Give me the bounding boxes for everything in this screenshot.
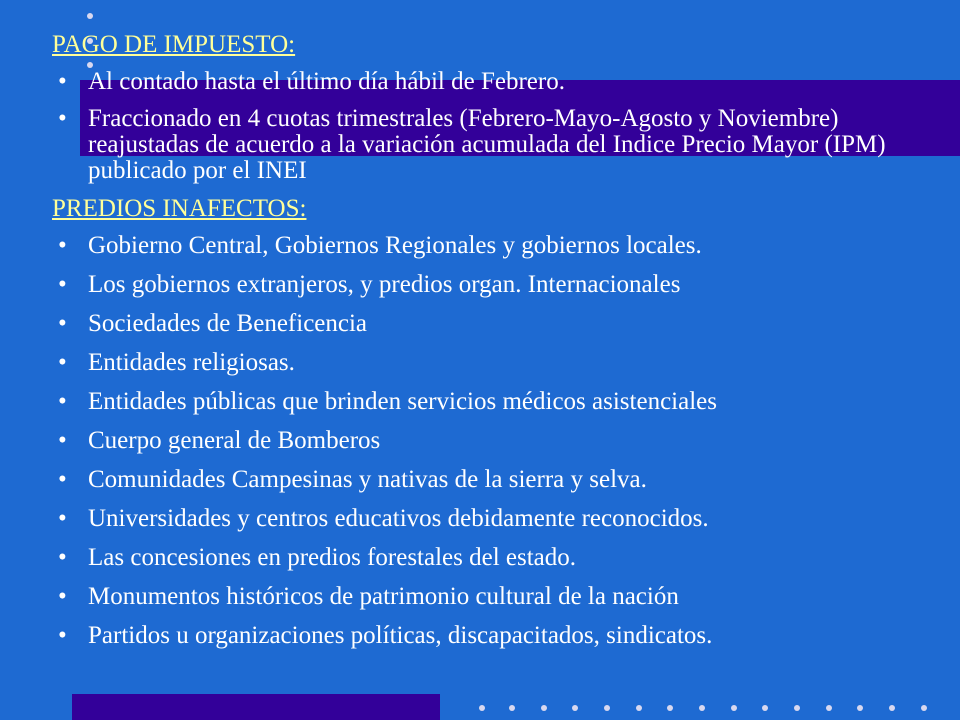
decorative-dot	[731, 705, 737, 711]
bullet: •	[58, 622, 67, 649]
list-item	[52, 465, 932, 494]
decorative-dot	[889, 705, 895, 711]
list-item-text: Partidos u organizaciones políticas, discapacitados, sindicatos.	[88, 622, 713, 649]
decorative-dot	[794, 705, 800, 711]
bullet: •	[58, 466, 67, 493]
decorative-dot	[636, 705, 642, 711]
list-item-text: Comunidades Campesinas y nativas de la sierra y selva.	[88, 466, 647, 493]
list-item-text: Entidades públicas que brinden servicios médicos asistenciales	[88, 388, 717, 415]
payment-list	[52, 67, 932, 184]
decorative-dot	[604, 705, 610, 711]
list-item-text: Monumentos históricos de patrimonio cultural de la nación	[88, 583, 679, 610]
list-item	[52, 106, 932, 184]
list-item-text: Cuerpo general de Bomberos	[88, 427, 381, 454]
list-item	[52, 387, 932, 416]
bullet: •	[58, 583, 67, 610]
bullet: •	[58, 271, 67, 298]
bullet: •	[58, 310, 67, 337]
heading-pago-de-impuesto: PAGO DE IMPUESTO:	[52, 31, 296, 58]
decorative-dot	[826, 705, 832, 711]
bullet: •	[58, 388, 67, 415]
list-item-text: Gobierno Central, Gobiernos Regionales y gobiernos locales.	[88, 232, 702, 259]
decorative-dot	[572, 705, 578, 711]
heading-predios-inafectos: PREDIOS INAFECTOS:	[52, 195, 307, 222]
list-item	[52, 621, 932, 650]
decorative-dot	[667, 705, 673, 711]
list-item-text: Los gobiernos extranjeros, y predios organ. Internacionales	[88, 271, 681, 298]
decorative-dot	[921, 705, 927, 711]
list-item	[52, 543, 932, 572]
decorative-dot	[857, 705, 863, 711]
bullet: •	[58, 232, 67, 259]
list-item-text: Las concesiones en predios forestales del estado.	[88, 544, 577, 571]
decorative-dot	[541, 705, 547, 711]
list-item	[52, 348, 932, 377]
list-item	[52, 231, 932, 260]
bullet: •	[58, 427, 67, 454]
list-item	[52, 582, 932, 611]
list-item	[52, 67, 932, 96]
decorative-dot	[699, 705, 705, 711]
exempt-properties-list	[52, 231, 932, 650]
bullet: •	[58, 505, 67, 532]
list-item-text: Al contado hasta el último día hábil de Febrero.	[88, 68, 565, 95]
list-item-text: Sociedades de Beneficencia	[88, 310, 368, 337]
bottom-accent-band	[72, 694, 440, 720]
decorative-dot	[509, 705, 515, 711]
list-item	[52, 270, 932, 299]
slide-content	[52, 30, 932, 660]
bullet: •	[58, 68, 67, 95]
list-item	[52, 504, 932, 533]
decorative-dot	[87, 13, 93, 19]
bullet: •	[58, 105, 67, 132]
decorative-dot	[762, 705, 768, 711]
list-item	[52, 309, 932, 338]
bullet: •	[58, 544, 67, 571]
list-item-text: Entidades religiosas.	[88, 349, 295, 376]
decorative-dot	[479, 705, 485, 711]
list-item-text: Fraccionado en 4 cuotas trimestrales (Febrero-Mayo-Agosto y Noviembre) reajustadas de acuerdo a la variación acumulada del Indice Precio Mayor (IPM) publicado por el INEI	[88, 105, 886, 184]
list-item	[52, 426, 932, 455]
bullet: •	[58, 349, 67, 376]
list-item-text: Universidades y centros educativos debidamente reconocidos.	[88, 505, 709, 532]
